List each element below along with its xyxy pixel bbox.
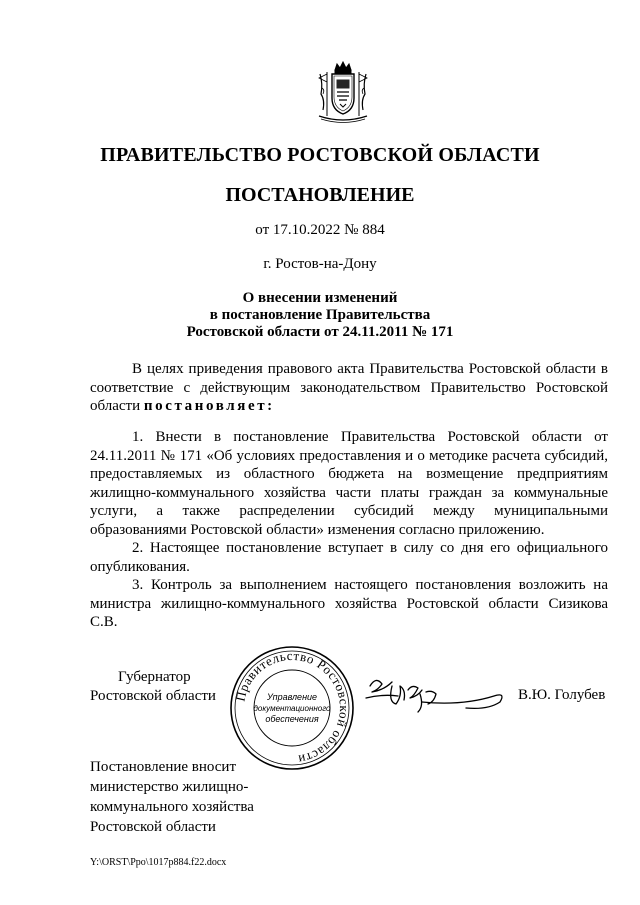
signer-title [90,668,216,706]
author-line: коммунального хозяйства [90,799,254,815]
author-line: министерство жилищно- [90,779,249,795]
document-date-number: от 17.10.2022 № 884 [255,222,385,238]
document-subject [0,290,640,341]
signer-title-line: Губернатор [118,669,191,685]
document-type: ПОСТАНОВЛЕНИЕ [225,184,415,206]
author-line: Ростовской области [90,819,216,835]
coat-of-arms-icon [315,60,371,126]
official-stamp [228,644,356,772]
file-path-footer: Y:\ORST\Ppo\1017p884.f22.docx [90,857,227,868]
government-title: ПРАВИТЕЛЬСТВО РОСТОВСКОЙ ОБЛАСТИ [100,144,540,166]
subject-line: Ростовской области от 24.11.2011 № 171 [186,324,454,340]
stamp-center-line: обеспечения [265,714,319,724]
decree-item: 1. Внести в постановление Правительства Ростовской области от 24.11.2011 № 171 «Об условиях предоставления и о методике расчета субсидий, предоставляемых из областного бюджета на возмещение предприятиям жилищно-коммунального хозяйства части платы граждан за коммунальные услуги, а также распределении субсидий между муниципальными образованиями Ростовской области» изменения согласно приложению. [90,429,608,538]
document-city: г. Ростов-на-Дону [263,256,377,272]
signer-title-line: Ростовской области [90,688,216,704]
stamp-center-line: документационного [253,704,331,713]
decree-item: 3. Контроль за выполнением настоящего постановления возложить на министра жилищно-коммунального хозяйства Ростовской области Сизикова С.В. [90,577,608,630]
signer-name: В.Ю. Голубев [518,687,606,703]
preamble-paragraph [90,360,608,416]
subject-line: в постановление Правительства [209,307,431,323]
stamp-center-line: Управление [266,692,318,702]
preamble [90,360,608,416]
decree-word: постановляет: [143,398,275,414]
handwritten-signature [362,672,512,716]
author-line: Постановление вносит [90,759,237,775]
decree-item: 2. Настоящее постановление вступает в силу со дня его официального опубликования. [90,540,608,575]
stamp-ring-text: Правительство Ростовской области [232,647,353,768]
subject-line: О внесении изменений [242,290,398,306]
preamble-text: В целях приведения правового акта Правительства Ростовской области в соответствие с действующим законодательством Правительство Ростовской области [90,361,608,414]
decree-items [90,428,608,632]
document-author-block [90,757,254,837]
